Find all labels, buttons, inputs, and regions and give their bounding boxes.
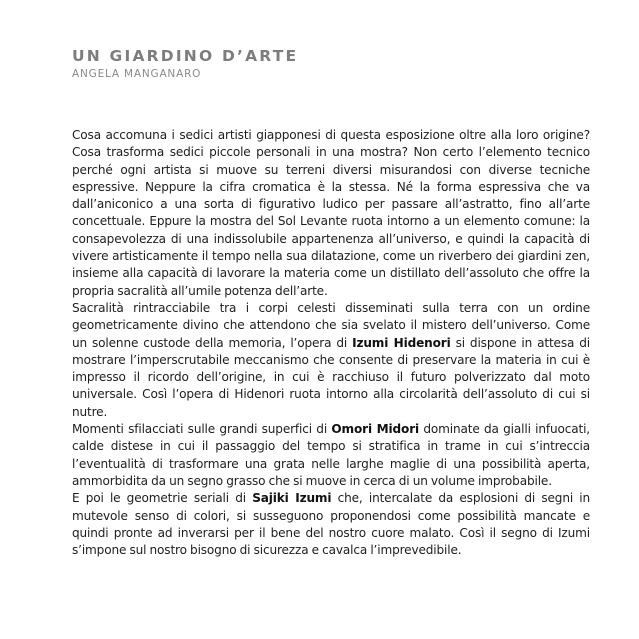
paragraph-izumi-hidenori <box>72 300 590 421</box>
author-name: ANGELA MANGANARO <box>72 68 202 80</box>
paragraph-omori-midori <box>72 421 590 490</box>
paragraph-text: che, intercalate da esplosioni di segni in mutevole senso di colori, si susseguono proponendosi come possibilità mancate e quindi pronte ad inverarsi per il bene del nostro cuore malato. Così il segno di Izumi s’impone sul nostro bisogno di sicurezza e cavalca l’imprevedibile. <box>72 491 591 558</box>
paragraph-text: Cosa accomuna i sedici artisti giapponesi di questa esposizione oltre alla loro origine? Cosa trasforma sedici piccole personali in una mostra? Non certo l’elemento tecnico perché ogni artista si muove su terreni diversi misurandosi con diverse tecniche espressive. Neppure la cifra cromatica è la stessa. Né la forma espressiva che va dall’aniconico a una sorta di figurativo ludico per passare all’astratto, fino all’arte concettuale. Eppure la mostra del Sol Levante ruota intorno a un elemento comune: la consapevolezza di una indissolubile appartenenza all’universo, e quindi la capacità di vivere artisticamente il tempo nella sua dilatazione, come un riverbero dei giardini zen, insieme alla capacità di lavorare la materia come un distillato dell’assoluto che offre la propria sacralità all’umile potenza dell’arte. <box>72 128 590 298</box>
paragraph-intro <box>72 127 590 300</box>
artist-name-sajiki-izumi: Sajiki Izumi <box>252 491 332 506</box>
artist-name-izumi-hidenori: Izumi Hidenori <box>352 335 451 350</box>
artist-name-omori-midori: Omori Midori <box>331 422 420 437</box>
paragraph-text: E poi le geometrie seriali di <box>72 491 253 506</box>
article-header <box>72 47 298 81</box>
article-body <box>72 127 590 559</box>
paragraph-text: si dispone in attesa di mostrare l’imperscrutabile meccanismo che consente di preservare la materia in cui è impresso il ricordo dell’origine, in cui è racchiuso il futuro polverizzato dal moto universale. Così l’opera di Hidenori ruota intorno alla circolarità dell’assoluto di cui si nutre. <box>72 335 590 419</box>
article-title: UN GIARDINO D’ARTE <box>72 47 299 65</box>
paragraph-sajiki-izumi <box>72 490 590 559</box>
paragraph-text: Sacralità rintracciabile tra i corpi celesti disseminati sulla terra con un ordine geometricamente divino che attendono che sia svelato il mistero dell’universo. Come un solenne custode della memoria, l’opera di <box>72 300 590 350</box>
paragraph-text: Momenti sfilacciati sulle grandi superfici di <box>72 422 332 437</box>
paragraph-text: dominate da gialli infuocati, calde distese in cui il passaggio del tempo si stratifica in trame in cui s’intreccia l’eventualità di trasformare una grata nelle larghe maglie di una possibilità aperta, ammorbidita da un segno grasso che si muove in cerca di un volume improbabile. <box>72 422 590 488</box>
